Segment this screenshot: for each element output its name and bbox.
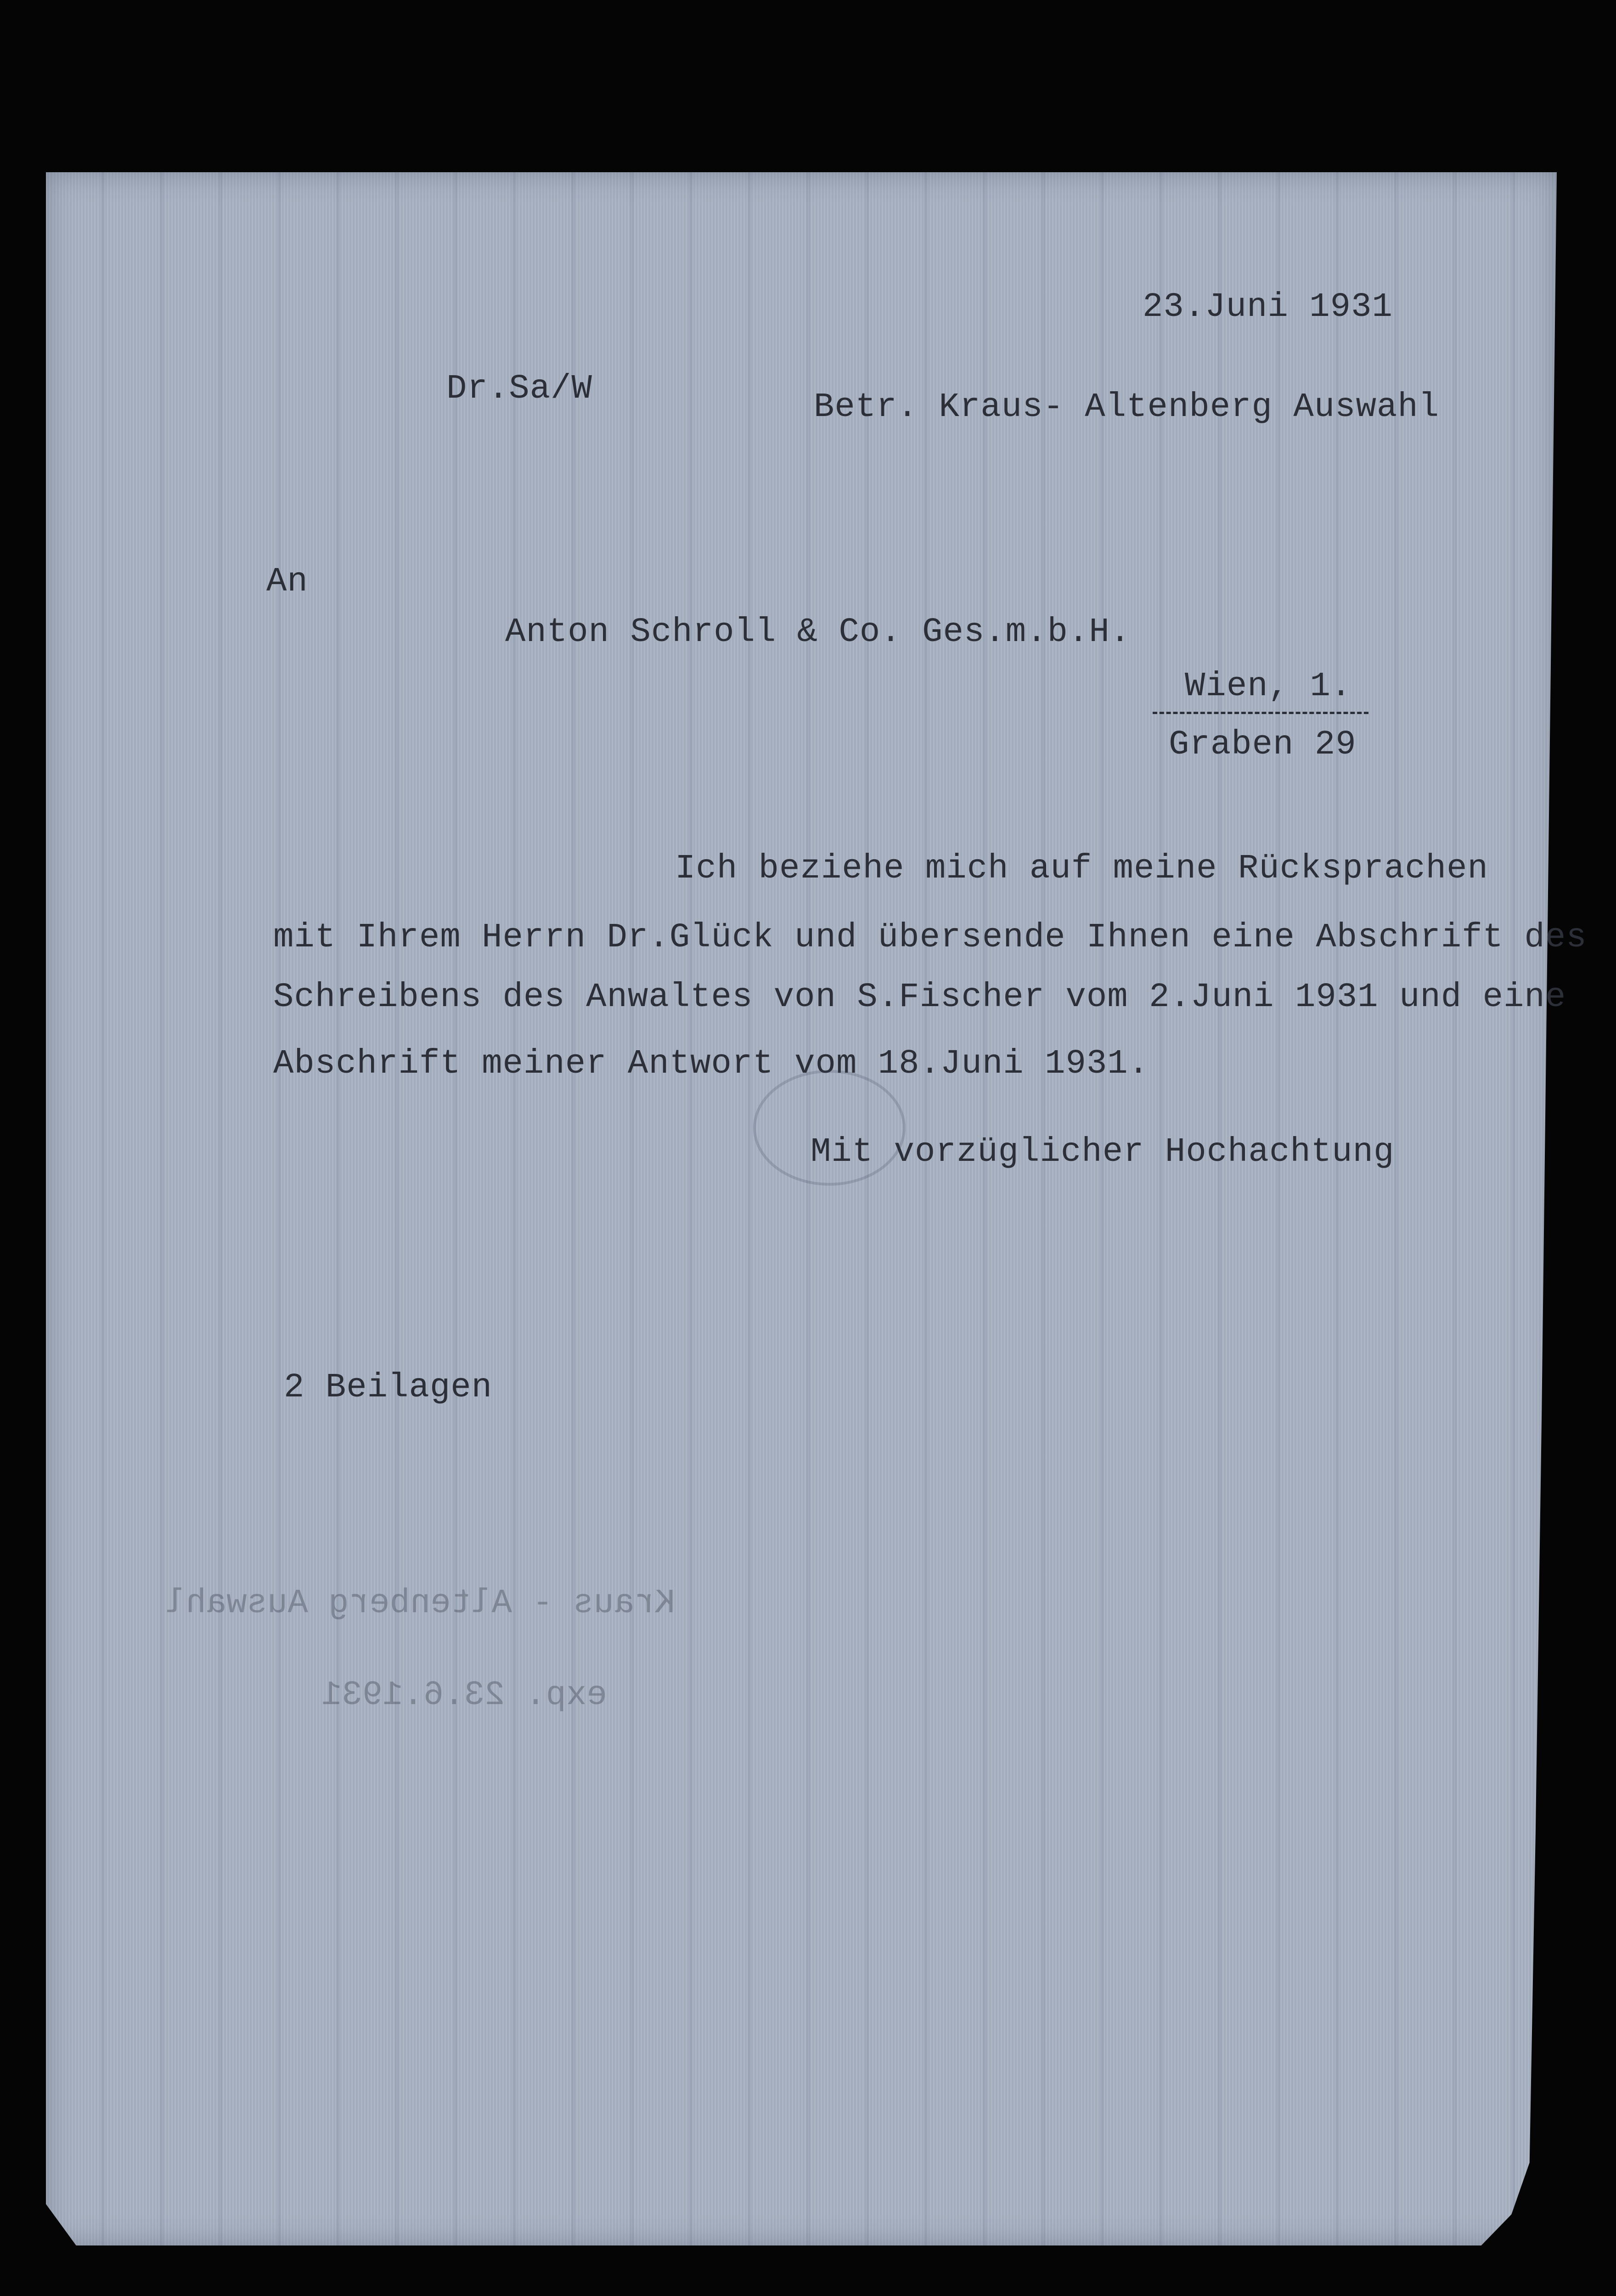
body-line-3: Schreibens des Anwaltes von S.Fischer vom 2.Juni 1931 und eine (273, 978, 1566, 1017)
body-line-2: mit Ihrem Herrn Dr.Glück und übersende Ihnen eine Abschrift des (273, 918, 1587, 957)
closing-line: Mit vorzüglicher Hochachtung (811, 1133, 1395, 1171)
letter-date: 23.Juni 1931 (1143, 288, 1393, 326)
recipient-city: Wien, 1. (1185, 667, 1352, 706)
recipient-street: Graben 29 (1169, 726, 1357, 764)
letter-sheet (46, 172, 1557, 2245)
body-line-4: Abschrift meiner Antwort vom 18.Juni 1931. (273, 1045, 1149, 1083)
mirrored-offset-line-2: exp. 23.6.1931 (321, 1676, 607, 1715)
body-line-1: Ich beziehe mich auf meine Rücksprachen (675, 850, 1488, 888)
enclosures-note: 2 Beilagen (284, 1368, 493, 1407)
mirrored-offset-line-1: Kraus - Altenberg Auswahl (165, 1584, 676, 1623)
address-underline (1153, 712, 1368, 714)
subject-line: Betr. Kraus- Altenberg Auswahl (814, 388, 1440, 427)
recipient-company: Anton Schroll & Co. Ges.m.b.H. (505, 613, 1131, 652)
reference-code: Dr.Sa/W (446, 370, 592, 408)
salutation-to: An (266, 563, 308, 601)
